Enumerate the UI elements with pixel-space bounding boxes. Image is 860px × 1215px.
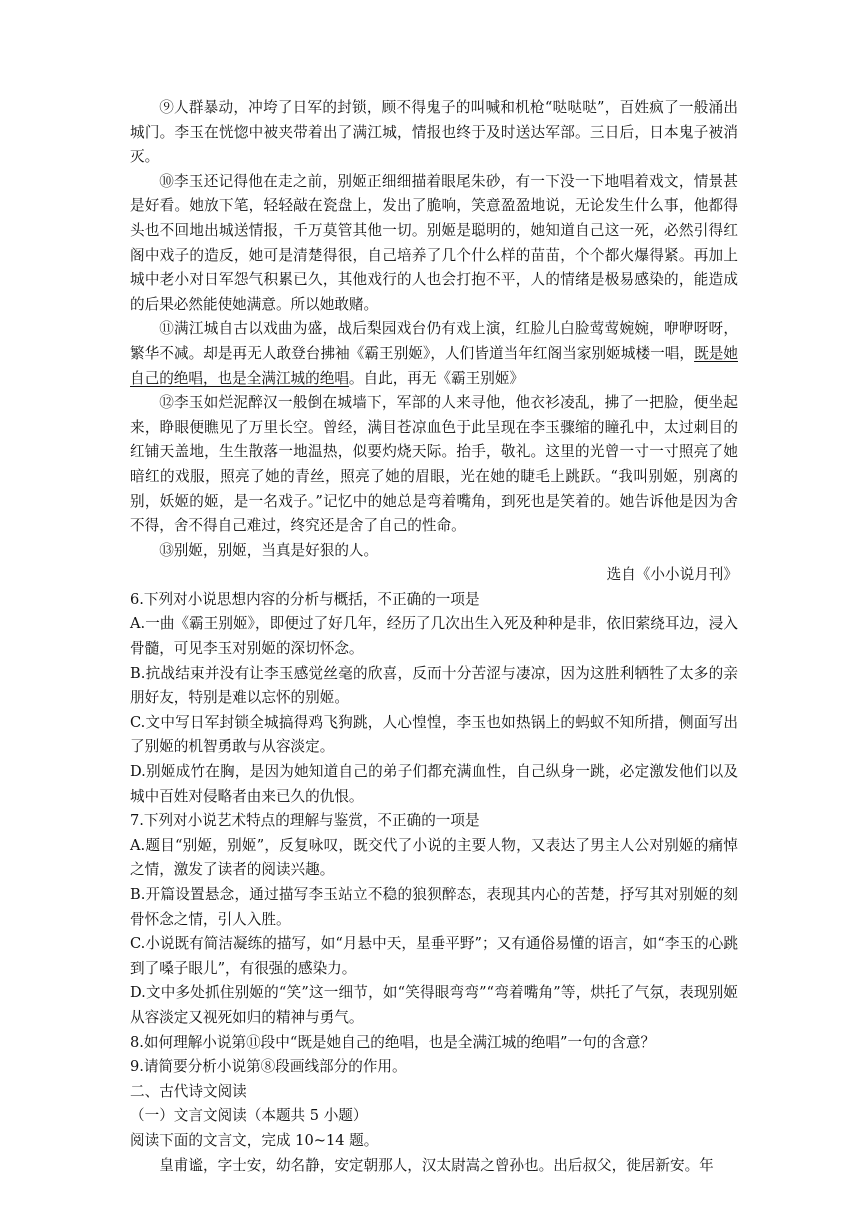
paragraph-10: ⑩李玉还记得他在走之前，别姬正细细描着眼尾朱砂，有一下没一下地唱着戏文，情景甚是好看。她放下笔，轻轻敲在瓷盘上，发出了脆响，笑意盈盈地说，无论发生什么事，他都得头也不回地出城送情报，千万莫管其他一切。别姬是聪明的，她知道自己这一死，必然引得红阁中戏子的造反，她可是清楚得很，自己培养了几个什么样的苗苗，个个都火爆得紧。再加上城中老小对日军怨气积累已久，其他戏行的人也会打抱不平，人的情绪是极易感染的，能造成的后果必然能使她满意。所以她敢赌。 (130, 172, 738, 313)
question-7-option-b: B.开篇设置悬念，通过描写李玉站立不稳的狼狈醉态，表现其内心的苦楚，抒写其对别姬的刻骨怀念之情，引人入胜。 (130, 886, 738, 928)
section-2-subtitle: （一）文言文阅读（本题共 5 小题） (130, 1107, 368, 1125)
source-citation: 选自《小小说月刊》 (606, 566, 738, 584)
paragraph-11-text-b: 。自此，再无《霸王别姬》 (348, 369, 525, 387)
question-7-stem: 7.下列对小说艺术特点的理解与鉴赏，不正确的一项是 (130, 812, 480, 830)
question-7-option-c: C.小说既有简洁凝练的描写，如“月悬中天，星垂平野”；又有通俗易懂的语言，如“李玉的心跳到了嗓子眼儿”，有很强的感染力。 (130, 935, 738, 977)
paragraph-11 (130, 317, 738, 391)
question-6-option-d: D.别姬成竹在胸，是因为她知道自己的弟子们都充满血性，自己纵身一跳，必定激发他们以及城中百姓对侵略者由来已久的仇恨。 (130, 763, 738, 805)
question-6-option-b: B.抗战结束并没有让李玉感觉丝毫的欣喜，反而十分苦涩与凄凉，因为这胜利牺牲了太多的亲朋好友，特别是难以忘怀的别姬。 (130, 664, 738, 707)
question-8: 8.如何理解小说第⑪段中“既是她自己的绝唱，也是全满江城的绝唱”一句的含意？ (130, 1033, 656, 1051)
paragraph-13: ⑬别姬，别姬，当真是好狠的人。 (159, 541, 379, 559)
question-9: 9.请简要分析小说第⑧段画线部分的作用。 (130, 1058, 407, 1076)
question-6-stem: 6.下列对小说思想内容的分析与概括，不正确的一项是 (130, 590, 480, 608)
question-6-option-c: C.文中写日军封锁全城搞得鸡飞狗跳，人心惶惶，李玉也如热锅上的蚂蚁不知所措，侧面写出了别姬的机智勇敢与从容淡定。 (130, 713, 738, 756)
paragraph-12: ⑫李玉如烂泥醉汉一般倒在城墙下，军部的人来寻他，他衣衫凌乱，拂了一把脸，便坐起来，睁眼便瞧见了万里长空。曾经，满目苍凉血色于此呈现在李玉骤缩的瞳孔中，太过刺目的红铺天盖地，生生散落一地温热，似要灼烧天际。抬手，敬礼。这里的光曾一寸一寸照亮了她暗红的戏服，照亮了她的青丝，照亮了她的眉眼，光在她的睫毛上跳跃。“我叫别姬，别离的别，妖姬的姬，是一名戏子。”记忆中的她总是弯着嘴角，到死也是笑着的。她告诉他是因为舍不得，舍不得自己难过，终究还是舍了自己的性命。 (130, 394, 738, 535)
paragraph-11-text-a: ⑪满江城自古以戏曲为盛，战后梨园戏台仍有戏上演，红脸儿白脸莺莺婉婉，咿咿呀呀，繁华不减。却是再无人敢登台拂袖《霸王别姬》，人们皆道当年红阁当家别姬城楼一唱， (130, 320, 738, 362)
paragraph-9: ⑨人群暴动，冲垮了日军的封锁，顾不得鬼子的叫喊和机枪“哒哒哒”，百姓疯了一般涌出城门。李玉在恍惚中被夹带着出了满江城，情报也终于及时送达军部。三日后，日本鬼子被消灭。 (130, 99, 738, 166)
question-7-option-a: A.题目“别姬，别姬”，反复咏叹，既交代了小说的主要人物，又表达了男主人公对别姬的痛悼之情，激发了读者的阅读兴趣。 (130, 836, 738, 879)
underlined-sentence: 既是她自己的绝唱，也是全满江城的绝唱 (130, 344, 738, 387)
question-7-option-d: D.文中多处抓住别姬的“笑”这一细节，如“笑得眼弯弯”“弯着嘴角”等，烘托了气氛，表现别姬从容淡定又视死如归的精神与勇气。 (130, 984, 738, 1026)
section-2-instruction: 阅读下面的文言文，完成 10~14 题。 (130, 1131, 379, 1149)
section-2-title: 二、古代诗文阅读 (130, 1082, 247, 1100)
classical-passage: 皇甫谧，字士安，幼名静，安定朝那人，汉太尉嵩之曾孙也。出后叔父，徙居新安。年 (159, 1156, 714, 1174)
question-6-option-a: A.一曲《霸王别姬》，即便过了好几年，经历了几次出生入死及种种是非，依旧萦绕耳边，浸入骨髓，可见李玉对别姬的深切怀念。 (130, 615, 738, 658)
